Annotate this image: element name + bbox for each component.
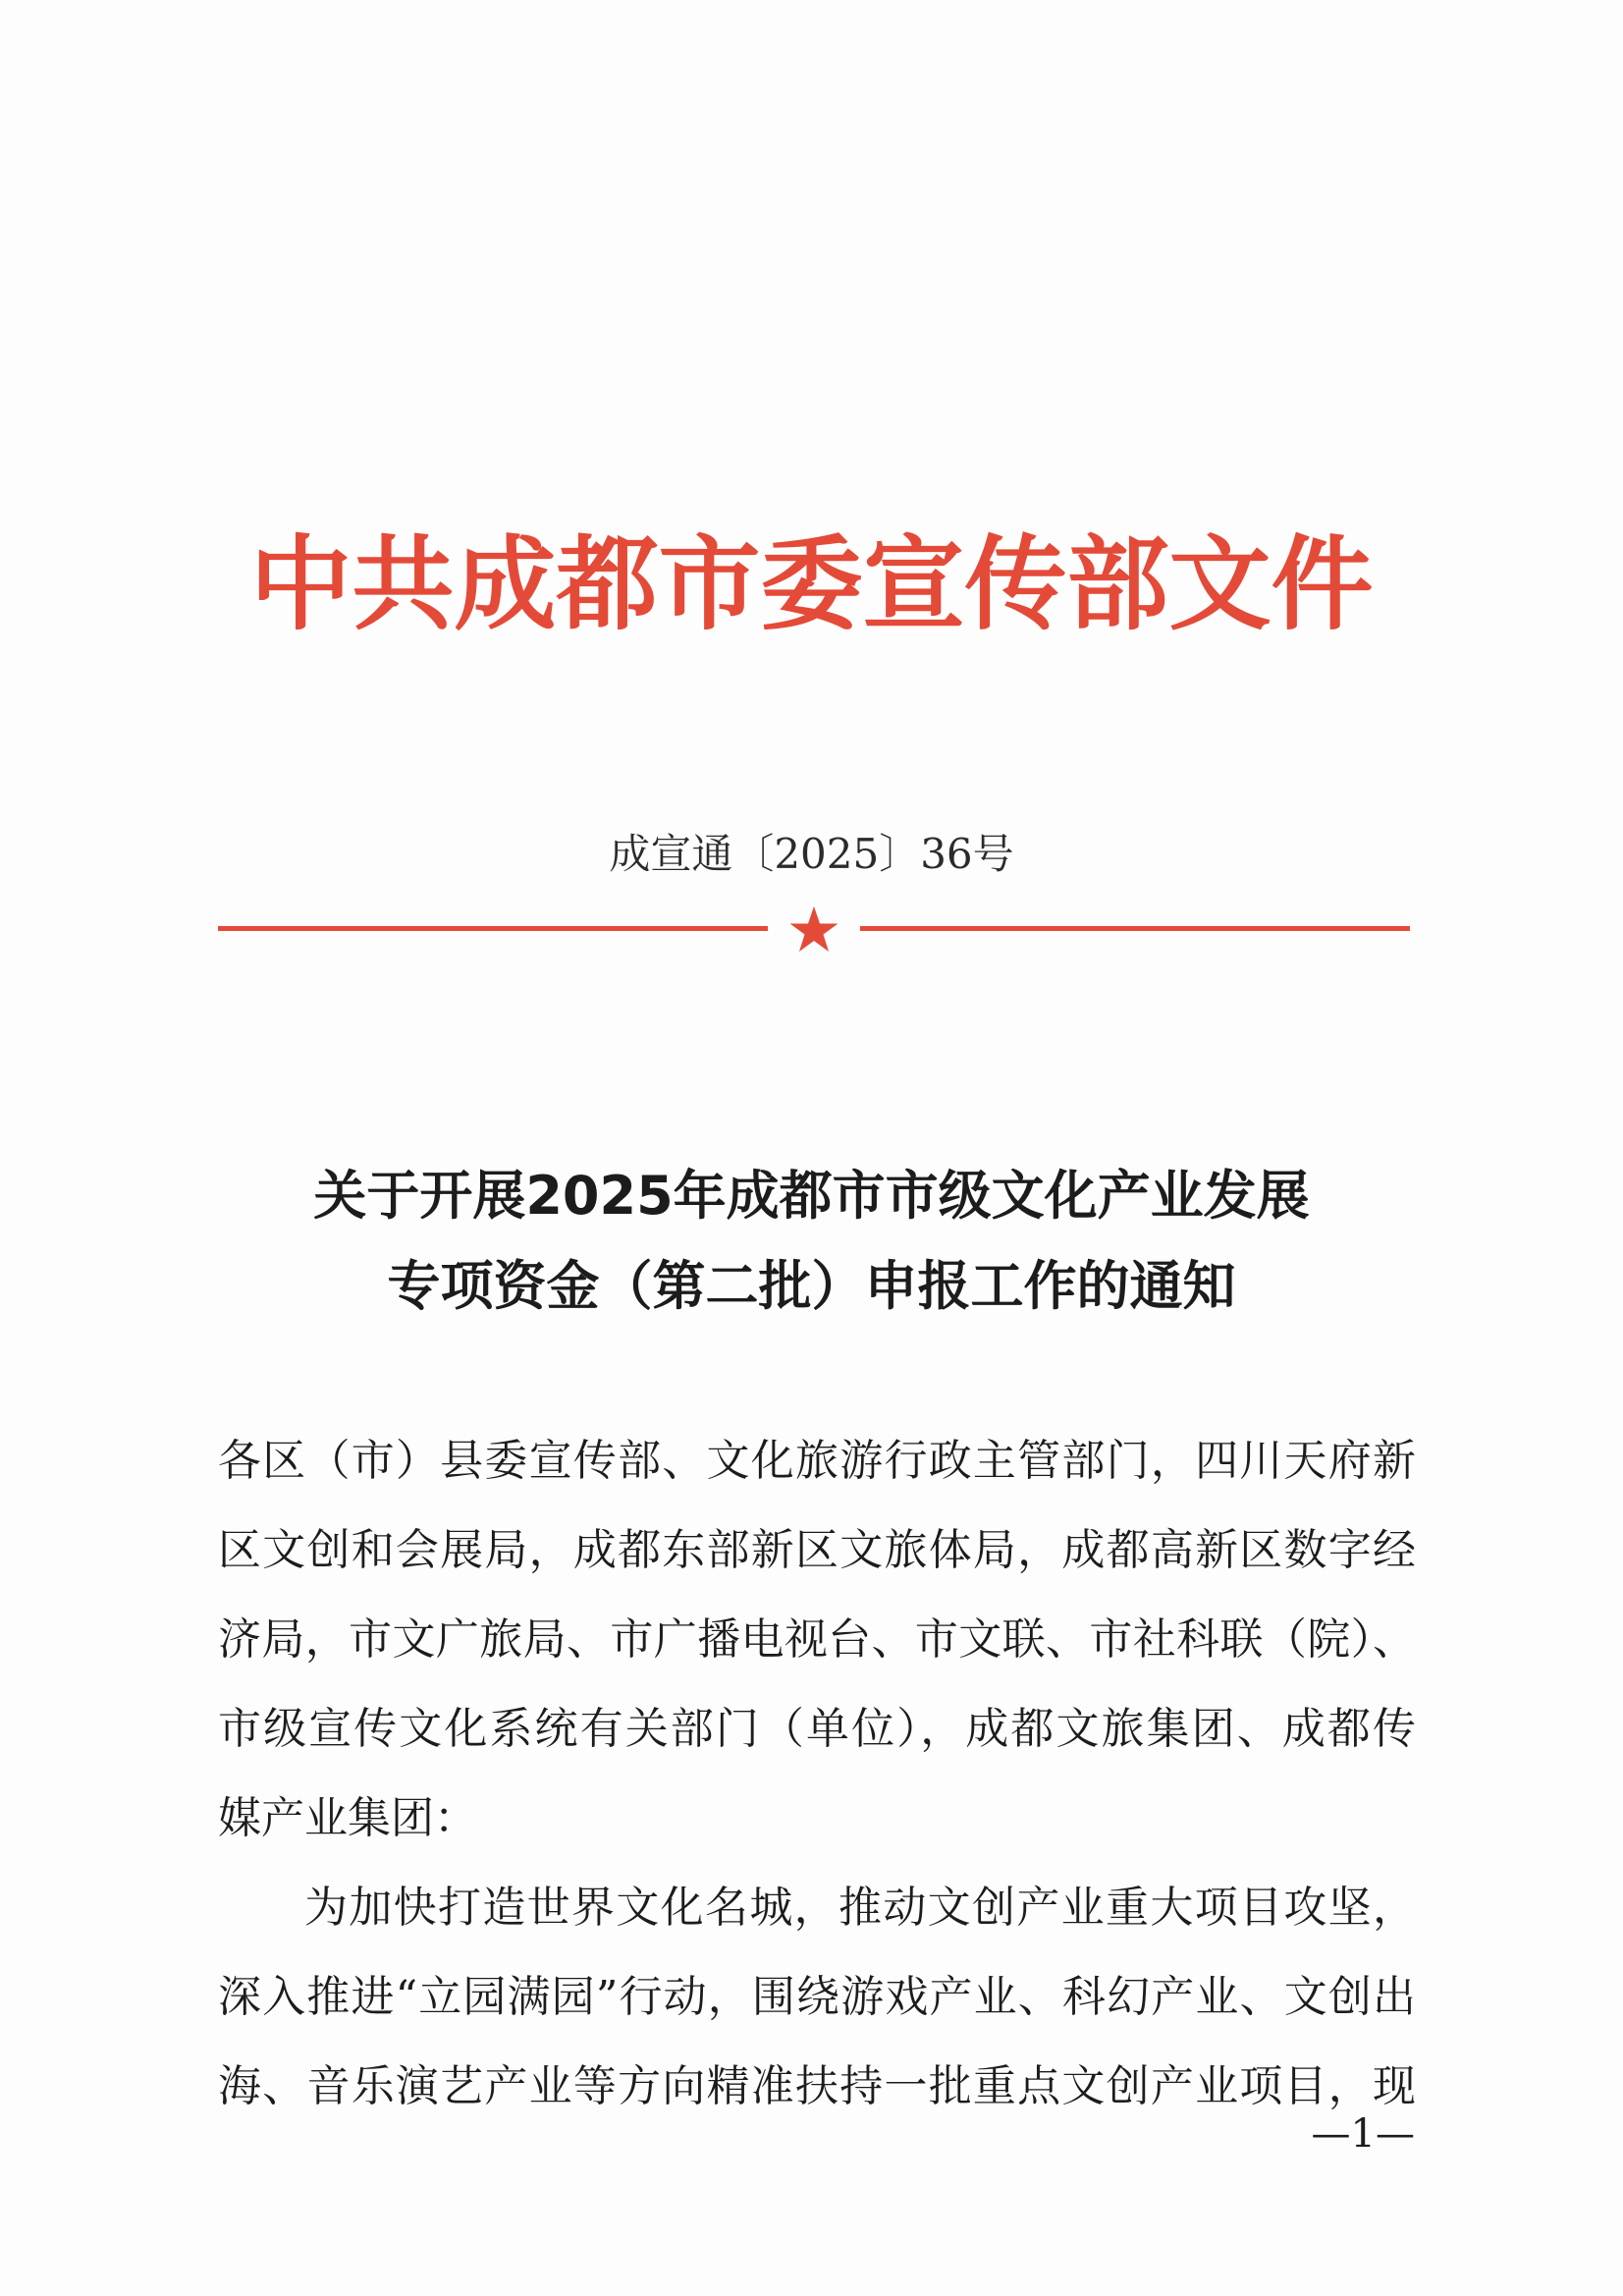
document-title bbox=[0, 1151, 1623, 1332]
paragraph-line: 为加快打造世界文化名城，推动文创产业重大项目攻坚， bbox=[304, 1883, 1416, 1933]
page-number: —1— bbox=[1311, 2111, 1415, 2157]
divider-line-right bbox=[860, 926, 1410, 931]
addressee-line: 济局，市文广旅局、市广播电视台、市文联、市社科联（院）、 bbox=[218, 1614, 1416, 1665]
paragraph-line: 深入推进“立园满园”行动，围绕游戏产业、科幻产业、文创出 bbox=[218, 1972, 1416, 2022]
divider-line-left bbox=[218, 926, 768, 931]
document-masthead: 中共成都市委宣传部文件 bbox=[249, 524, 1374, 644]
star-icon bbox=[789, 905, 839, 953]
title-line-1: 关于开展2025年成都市市级文化产业发展 bbox=[313, 1165, 1310, 1227]
addressee-line: 市级宣传文化系统有关部门（单位），成都文旅集团、成都传 bbox=[218, 1704, 1416, 1754]
addressee-line: 区文创和会展局，成都东部新区文旅体局，成都高新区数字经 bbox=[218, 1525, 1416, 1575]
red-divider bbox=[218, 905, 1410, 951]
title-line-2: 专项资金（第二批）申报工作的通知 bbox=[387, 1255, 1236, 1317]
document-number: 成宣通〔2025〕36号 bbox=[609, 830, 1014, 878]
paragraph-line: 海、音乐演艺产业等方向精准扶持一批重点文创产业项目，现 bbox=[218, 2061, 1416, 2111]
addressee-line: 各区（市）县委宣传部、文化旅游行政主管部门，四川天府新 bbox=[218, 1436, 1416, 1486]
addressee-line: 媒产业集团： bbox=[218, 1793, 477, 1843]
document-body bbox=[218, 1416, 1416, 2131]
